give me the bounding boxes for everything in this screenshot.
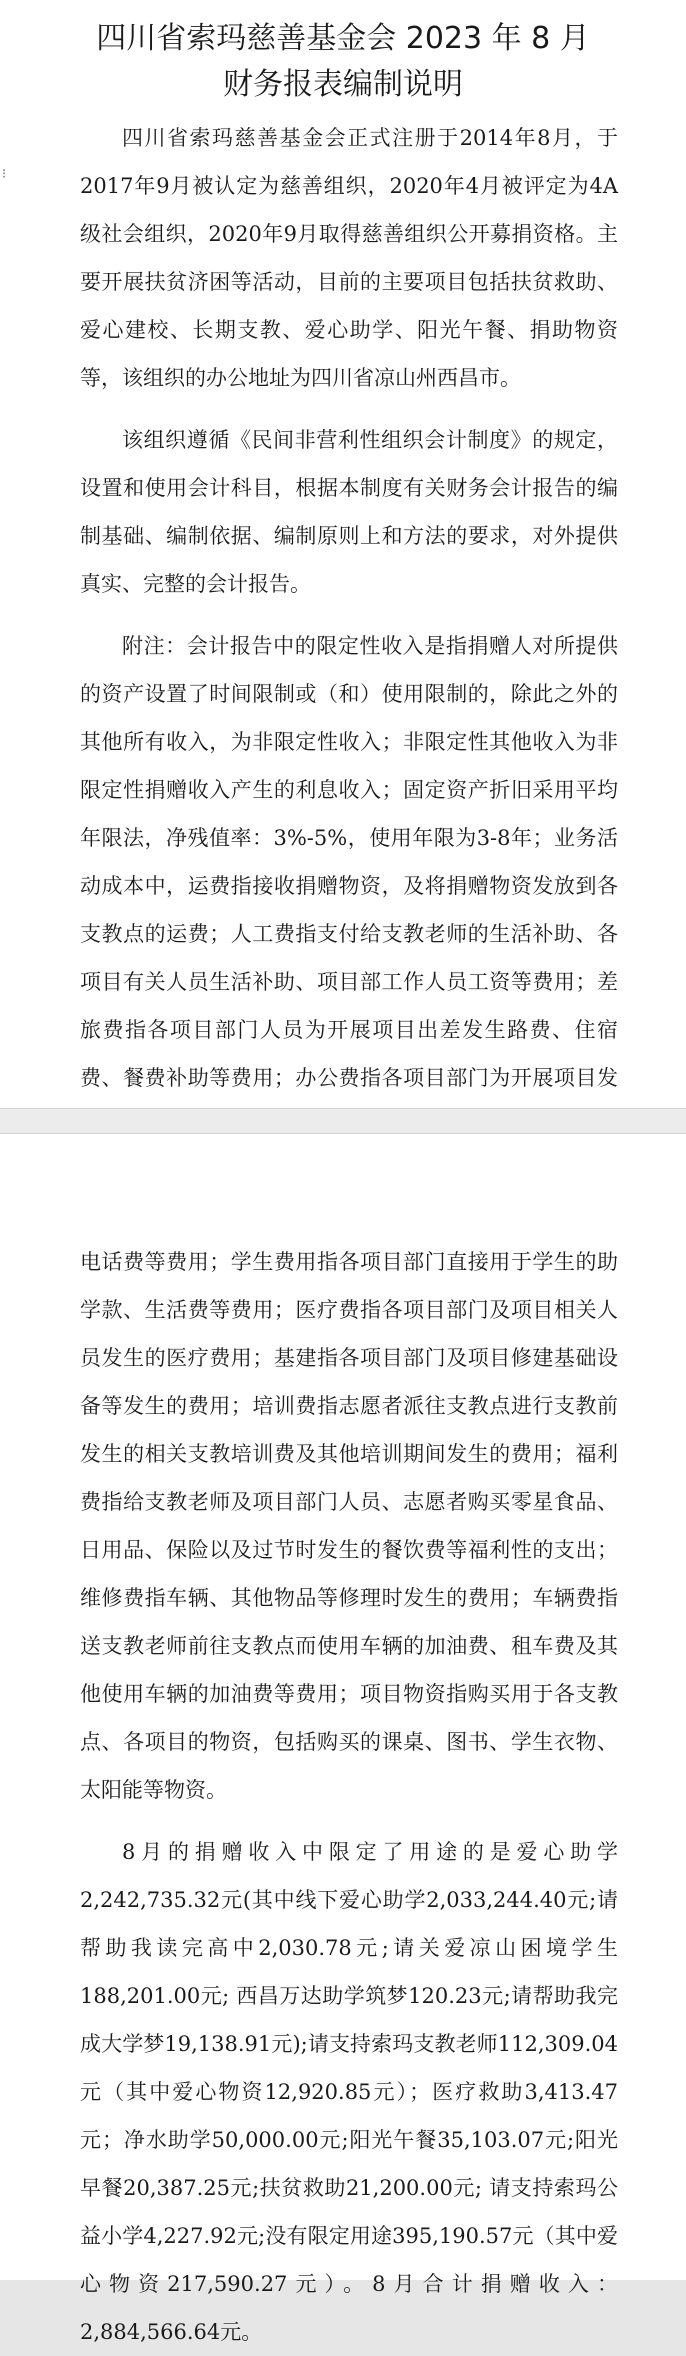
document-page-2 (0, 1134, 686, 2344)
document-body-page-1 (0, 108, 686, 1150)
document-title (0, 0, 686, 108)
drag-handle-icon[interactable]: ⁝ (2, 167, 7, 182)
document-body-page-2 (0, 1134, 686, 2356)
page-separator (0, 1108, 686, 1134)
document-page-1 (0, 0, 686, 1108)
paragraph-intro: 四川省索玛慈善基金会正式注册于2014年8月，于2017年9月被认定为慈善组织，2020年4月被评定为4A级社会组织，2020年9月取得慈善组织公开募捐资格。主要开展扶贫济困等活动，目前的主要项目包括扶贫救助、爱心建校、长期支教、爱心助学、阳光午餐、捐助物资等，该组织的办公地址为四川省凉山州西昌市。 (80, 126, 618, 390)
paragraph-accounting-basis: 该组织遵循《民间非营利性组织会计制度》的规定，设置和使用会计科目，根据本制度有关财务会计报告的编制基础、编制依据、编制原则上和方法的要求，对外提供真实、完整的会计报告。 (80, 428, 618, 596)
paragraph-notes: 附注：会计报告中的限定性收入是指捐赠人对所提供的资产设置了时间限制或（和）使用限制的，除此之外的其他所有收入，为非限定性收入；非限定性其他收入为非限定性捐赠收入产生的利息收入；固定资产折旧采用平均年限法，净残值率：3%-5%，使用年限为3-8年；业务活动成本中，运费指接收捐赠物资，及将捐赠物资发放到各支教点的运费；人工费指支付给支教老师的生活补助、各项目有关人员生活补助、项目部工作人员工资等费用；差旅费指各项目部门人员为开展项目出差发生路费、住宿费、餐费补助等费用；办公费指各项目部门为开展项目发 (80, 634, 618, 1090)
title-line-2: 财务报表编制说明 (223, 67, 463, 102)
title-line-1: 四川省索玛慈善基金会 2023 年 8 月 (96, 21, 590, 56)
paragraph-donation-income: 8月的捐赠收入中限定了用途的是爱心助学2,242,735.32元(其中线下爱心助学2,033,244.40元;请帮助我读完高中2,030.78元;请关爱凉山困境学生188,201.00元; 西昌万达助学筑梦120.23元;请帮助我完成大学梦19,138.91元);请支持索玛支教老师112,309.04元（其中爱心物资12,920.85元）；医疗救助3,413.47元；净水助学50,000.00元;阳光午餐35,103.07元;阳光早餐20,387.25元;扶贫救助21,200.00元; 请支持索玛公益小学4,227.92元;没有限定用途395,190.57元（其中爱心物资217,590.27元）。8月合计捐赠收入：2,884,566.64元。 (80, 1840, 618, 2344)
paragraph-notes-continued: 电话费等费用；学生费用指各项目部门直接用于学生的助学款、生活费等费用；医疗费指各项目部门及项目相关人员发生的医疗费用；基建指各项目部门及项目修建基础设备等发生的费用；培训费指志愿者派往支教点进行支教前发生的相关支教培训费及其他培训期间发生的费用；福利费指给支教老师及项目部门人员、志愿者购买零星食品、日用品、保险以及过节时发生的餐饮费等福利性的支出；维修费指车辆、其他物品等修理时发生的费用；车辆费指送支教老师前往支教点而使用车辆的加油费、租车费及其他使用车辆的加油费等费用；项目物资指购买用于各支教点、各项目的物资，包括购买的课桌、图书、学生衣物、太阳能等物资。 (80, 1250, 618, 1802)
